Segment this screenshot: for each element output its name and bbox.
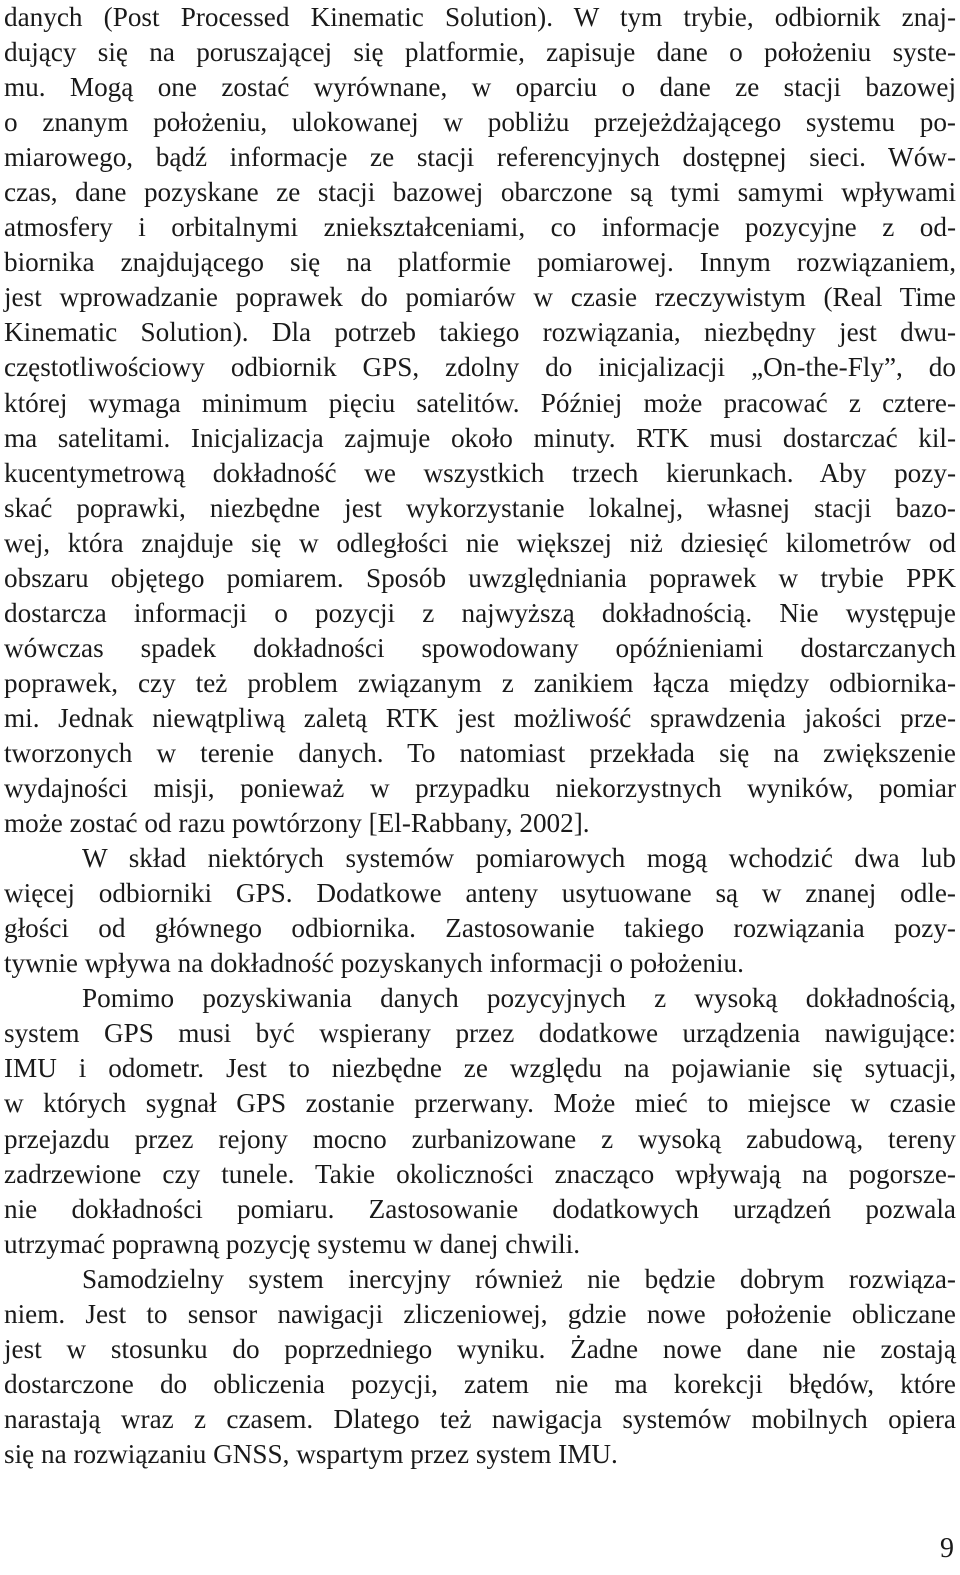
text-line: IMU i odometr. Jest to niezbędne ze względu na pojawianie się sytuacji, — [4, 1053, 956, 1084]
text-line: biornika znajdującego się na platformie pomiarowej. Innym rozwiązaniem, — [4, 247, 956, 278]
text-line: narastają wraz z czasem. Dlatego też nawigacja systemów mobilnych opiera — [4, 1403, 956, 1434]
text-line: mi. Jednak niewątpliwą zaletą RTK jest możliwość sprawdzenia jakości prze- — [4, 702, 956, 733]
text-line: ma satelitami. Inicjalizacja zajmuje około minuty. RTK musi dostarczać kil- — [4, 422, 956, 453]
text-line: poprawek, czy też problem związanym z zanikiem łącza między odbiornika- — [4, 667, 956, 698]
text-line: wydajności misji, ponieważ w przypadku niekorzystnych wyników, pomiar — [4, 773, 956, 804]
text-line: dostarczone do obliczenia pozycji, zatem nie ma korekcji błędów, które — [4, 1368, 956, 1399]
text-line: niem. Jest to sensor nawigacji zliczeniowej, gdzie nowe położenie obliczane — [4, 1298, 956, 1329]
text-line: tworzonych w terenie danych. To natomiast przekłada się na zwiększenie — [4, 737, 956, 768]
text-line: się na rozwiązaniu GNSS, wspartym przez system IMU. — [4, 1438, 618, 1469]
text-line: może zostać od razu powtórzony [El-Rabbany, 2002]. — [4, 808, 590, 839]
text-line: zadrzewione czy tunele. Takie okoliczności znacząco wpływają na pogorsze- — [4, 1158, 956, 1189]
page-number: 9 — [940, 1533, 954, 1564]
text-line: której wymaga minimum pięciu satelitów. Później może pracować z cztere- — [4, 387, 956, 418]
text-line: w których sygnał GPS zostanie przerwany. Może mieć to miejsce w czasie — [4, 1088, 956, 1119]
text-line: czas, dane pozyskane ze stacji bazowej obarczone są tymi samymi wpływami — [4, 177, 956, 208]
paragraph-inertial-system — [4, 1262, 956, 1472]
text-line: wej, która znajduje się w odległości nie większej niż dziesięć kilometrów od — [4, 527, 956, 558]
text-line: przejazdu przez rejony mocno zurbanizowane z wysoką zabudową, tereny — [4, 1123, 956, 1154]
text-line: Samodzielny system inercyjny również nie będzie dobrym rozwiąza- — [82, 1263, 956, 1294]
text-line: skać poprawki, niezbędne jest wykorzystanie lokalnej, własnej stacji bazo- — [4, 492, 956, 523]
text-line: więcej odbiorniki GPS. Dodatkowe anteny usytuowane są w znanej odle- — [4, 878, 956, 909]
text-line: dostarcza informacji o pozycji z najwyższą dokładnością. Nie występuje — [4, 597, 956, 628]
text-line: W skład niektórych systemów pomiarowych mogą wchodzić dwa lub — [82, 843, 956, 874]
text-line: o znanym położeniu, ulokowanej w pobliżu przejeżdżającego systemu po- — [4, 107, 956, 138]
text-line: jest wprowadzanie poprawek do pomiarów w czasie rzeczywistym (Real Time — [4, 282, 956, 313]
text-line: obszaru objętego pomiarem. Sposób uwzględniania poprawek w trybie PPK — [4, 562, 956, 593]
text-line: miarowego, bądź informacje ze stacji referencyjnych dostępnej sieci. Wów- — [4, 142, 956, 173]
text-line: wówczas spadek dokładności spowodowany opóźnieniami dostarczanych — [4, 632, 956, 663]
text-line: atmosfery i orbitalnymi zniekształceniami, co informacje pozycyjne z od- — [4, 212, 956, 243]
paragraph-imu-odometer — [4, 981, 956, 1261]
text-line: system GPS musi być wspierany przez dodatkowe urządzenia nawigujące: — [4, 1018, 956, 1049]
text-line: mu. Mogą one zostać wyrównane, w oparciu o dane ze stacji bazowej — [4, 72, 956, 103]
text-line: dujący się na poruszającej się platformie, zapisuje dane o położeniu syste- — [4, 37, 956, 68]
text-line: kucentymetrową dokładność we wszystkich trzech kierunkach. Aby pozy- — [4, 457, 956, 488]
text-line: Kinematic Solution). Dla potrzeb takiego rozwiązania, niezbędny jest dwu- — [4, 317, 956, 348]
text-line: częstotliwościowy odbiornik GPS, zdolny do inicjalizacji „On-the-Fly”, do — [4, 352, 956, 383]
text-line: Pomimo pozyskiwania danych pozycyjnych z wysoką dokładnością, — [82, 983, 956, 1014]
text-line: nie dokładności pomiaru. Zastosowanie dodatkowych urządzeń pozwala — [4, 1193, 956, 1224]
text-line: tywnie wpływa na dokładność pozyskanych informacji o położeniu. — [4, 948, 744, 979]
body-text — [4, 0, 956, 1472]
text-line: utrzymać poprawną pozycję systemu w danej chwili. — [4, 1228, 581, 1259]
text-line: głości od głównego odbiornika. Zastosowanie takiego rozwiązania pozy- — [4, 913, 956, 944]
text-line: danych (Post Processed Kinematic Solution). W tym trybie, odbiornik znaj- — [4, 2, 956, 32]
paragraph-multiple-receivers — [4, 841, 956, 981]
paragraph-gps-correction-modes — [4, 0, 956, 841]
text-line: jest w stosunku do poprzedniego wyniku. Żadne nowe dane nie zostają — [4, 1333, 956, 1364]
